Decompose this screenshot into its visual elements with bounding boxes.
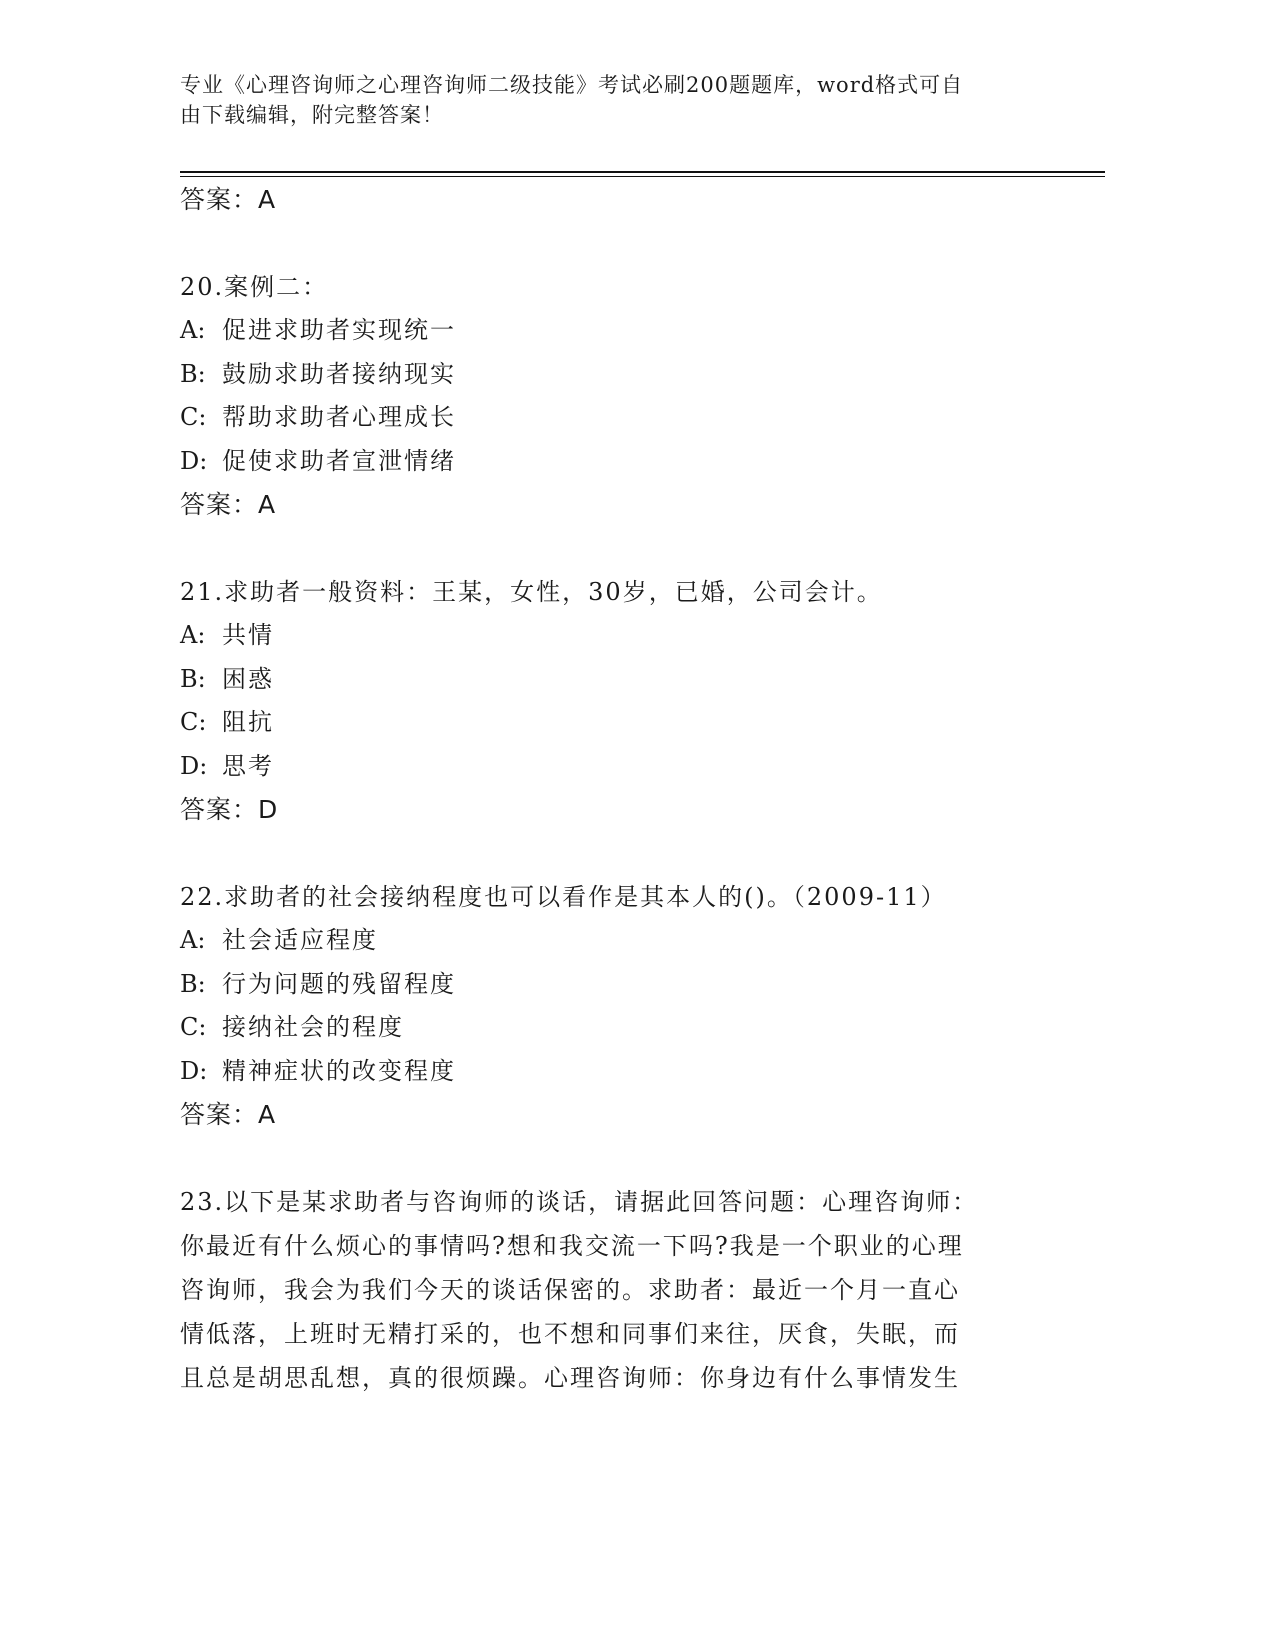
answer-line: 答案：A bbox=[180, 1100, 277, 1129]
header-divider-thin bbox=[180, 176, 1105, 177]
spacer bbox=[180, 832, 1020, 875]
option-text: 促进求助者实现统一 bbox=[222, 316, 456, 344]
option-text: 社会适应程度 bbox=[222, 926, 378, 954]
option-letter: D: bbox=[180, 1056, 208, 1085]
header-divider-thick bbox=[180, 171, 1105, 173]
option-b bbox=[180, 353, 1020, 397]
option-letter: C: bbox=[180, 708, 207, 736]
option-d bbox=[180, 745, 1020, 789]
question-title: 22.求助者的社会接纳程度也可以看作是其本人的()。（2009-11） bbox=[180, 883, 947, 911]
option-b bbox=[180, 658, 1020, 702]
option-a bbox=[180, 309, 1020, 353]
option-b bbox=[180, 963, 1020, 1007]
option-text: 精神症状的改变程度 bbox=[222, 1056, 456, 1085]
question-title: 20.案例二： bbox=[180, 273, 329, 301]
option-text: 困惑 bbox=[222, 664, 274, 693]
header-line-2: 由下载编辑，附完整答案！ bbox=[180, 103, 444, 127]
question-line: 咨询师，我会为我们今天的谈话保密的。求助者：最近一个月一直心 bbox=[180, 1276, 960, 1304]
option-letter: C: bbox=[180, 403, 207, 431]
option-d bbox=[180, 440, 1020, 484]
answer-line: 答案：A bbox=[180, 185, 277, 214]
option-text: 行为问题的残留程度 bbox=[222, 969, 456, 998]
option-letter: B: bbox=[180, 664, 206, 693]
option-text: 接纳社会的程度 bbox=[222, 1013, 404, 1041]
option-a bbox=[180, 614, 1020, 658]
option-c bbox=[180, 396, 1020, 440]
spacer bbox=[180, 1137, 1020, 1180]
option-letter: D: bbox=[180, 751, 208, 780]
option-letter: A: bbox=[180, 316, 206, 344]
option-text: 鼓励求助者接纳现实 bbox=[222, 359, 456, 388]
option-text: 思考 bbox=[222, 751, 274, 780]
document-header bbox=[180, 70, 1030, 130]
option-a bbox=[180, 919, 1020, 963]
question-line: 情低落，上班时无精打采的，也不想和同事们来往，厌食，失眠，而 bbox=[180, 1320, 960, 1348]
spacer bbox=[180, 222, 1020, 265]
option-text: 帮助求助者心理成长 bbox=[222, 403, 456, 431]
document-body bbox=[180, 178, 1020, 1400]
header-line-1: 专业《心理咨询师之心理咨询师二级技能》考试必刷200题题库，word格式可自 bbox=[180, 73, 964, 97]
option-letter: A: bbox=[180, 926, 206, 954]
option-text: 阻抗 bbox=[222, 708, 274, 736]
answer-line: 答案：A bbox=[180, 490, 277, 519]
option-letter: B: bbox=[180, 969, 206, 998]
answer-line: 答案：D bbox=[180, 795, 279, 824]
option-d bbox=[180, 1050, 1020, 1094]
option-letter: A: bbox=[180, 621, 206, 649]
question-block-23 bbox=[180, 1180, 1020, 1400]
question-title: 21.求助者一般资料：王某，女性，30岁，已婚，公司会计。 bbox=[180, 578, 883, 606]
question-line: 23.以下是某求助者与咨询师的谈话，请据此回答问题：心理咨询师： bbox=[180, 1188, 979, 1216]
option-c bbox=[180, 1006, 1020, 1050]
option-letter: D: bbox=[180, 446, 208, 475]
question-block bbox=[180, 265, 1020, 527]
spacer bbox=[180, 527, 1020, 570]
question-block bbox=[180, 570, 1020, 832]
option-c bbox=[180, 701, 1020, 745]
question-line: 且总是胡思乱想，真的很烦躁。心理咨询师：你身边有什么事情发生 bbox=[180, 1364, 960, 1392]
question-line: 你最近有什么烦心的事情吗?想和我交流一下吗?我是一个职业的心理 bbox=[180, 1232, 964, 1260]
question-block bbox=[180, 875, 1020, 1137]
option-letter: C: bbox=[180, 1013, 207, 1041]
option-text: 共情 bbox=[222, 621, 274, 649]
option-text: 促使求助者宣泄情绪 bbox=[222, 446, 456, 475]
option-letter: B: bbox=[180, 359, 206, 388]
